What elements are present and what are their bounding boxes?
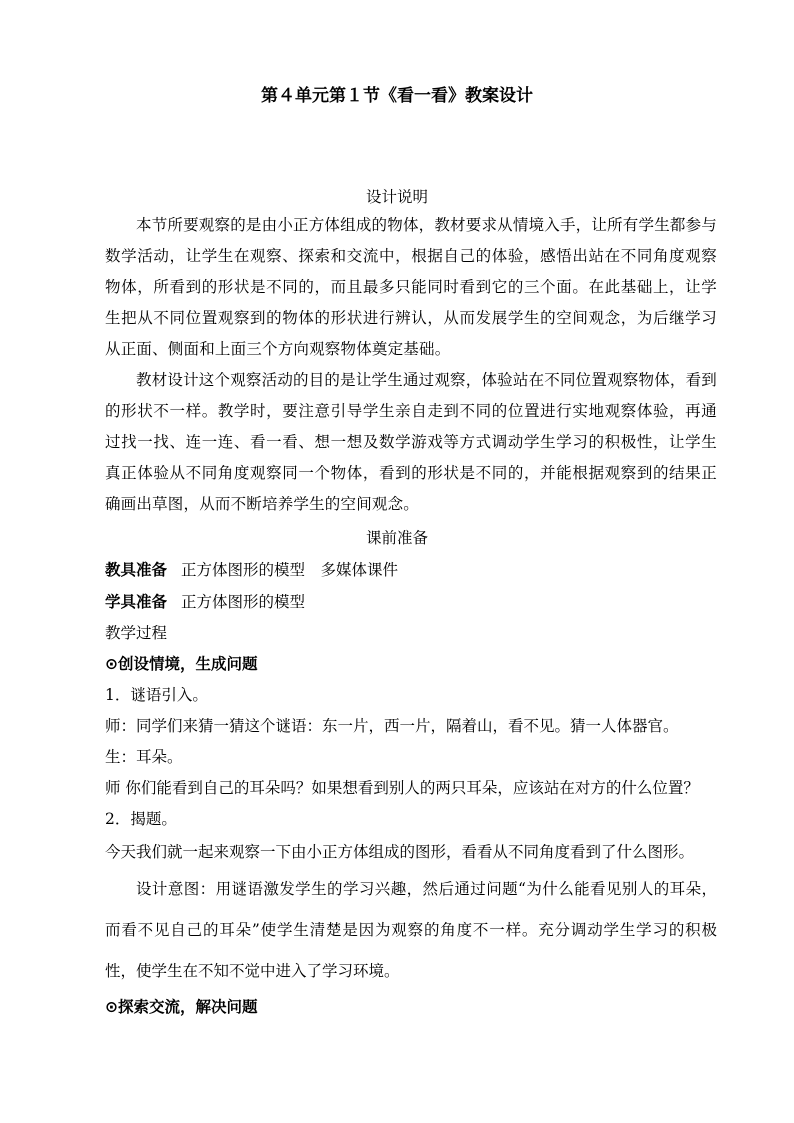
design-intent-text: 设计意图：用谜语激发学生的学习兴趣，然后通过问题“为什么能看见别人的耳朵，而看不见自己的耳朵”使学生清楚是因为观察的角度不一样。充分调动学生学习的积极性，使学生在不知不觉中进入了学习环境。 [105,880,717,980]
design-paragraph-2: 教材设计这个观察活动的目的是让学生通过观察，体验站在不同位置观察物体，看到的形状不一样。教学时，要注意引导学生亲自走到不同的位置进行实地观察体验，再通过找一找、连一连、看一看、想一想及数学游戏等方式调动学生学习的积极性，让学生真正体验从不同角度观察同一个物体，看到的形状是不同的，并能根据观察到的结果正确画出草图，从而不断培养学生的空间观念。 [105,371,717,513]
student-prep-line [105,590,305,614]
student-prep-items: 正方体图形的模型 [181,593,306,611]
teacher-prep-line [105,558,398,582]
teacher-prep-label: 教具准备 [105,561,168,579]
design-paragraph-1: 本节所要观察的是由小正方体组成的物体，教材要求从情境入手，让所有学生都参与数学活动，让学生在观察、探索和交流中，根据自己的体验，感悟出站在不同角度观察物体，所看到的形状是不同的，而且最多只能同时看到它的三个面。在此基础上，让学生把从不同位置观察到的物体的形状进行辨认，从而发展学生的空间观念，为后继学习从正面、侧面和上面三个方向观察物体奠定基础。 [105,216,717,358]
today-line: 今天我们就一起来观察一下由小正方体组成的图形，看看从不同角度看到了什么图形。 [105,843,695,861]
design-notes-heading: 设计说明 [365,188,428,206]
step1-line: 1．谜语引入。 [105,686,208,704]
part2-heading: ⊙探索交流，解决问题 [105,998,258,1016]
prep-heading: 课前准备 [365,529,428,547]
part1-heading: ⊙创设情境，生成问题 [105,655,258,673]
process-heading: 教学过程 [105,624,168,642]
design-intent-block [105,869,717,992]
teacher-line-1: 师：同学们来猜一猜这个谜语：东一片，西一片，隔着山，看不见。猜一人体器官。 [105,717,679,735]
design-notes-body [105,210,717,520]
teacher-prep-items: 正方体图形的模型 多媒体课件 [181,561,399,579]
teacher-line-2: 师 你们能看到自己的耳朵吗？如果想看到别人的两只耳朵，应该站在对方的什么位置？ [105,779,699,797]
step2-line: 2．揭题。 [105,810,177,828]
student-prep-label: 学具准备 [105,593,168,611]
student-line-1: 生：耳朵。 [105,748,183,766]
document-title: 第４单元第１节《看一看》教案设计 [261,86,533,106]
